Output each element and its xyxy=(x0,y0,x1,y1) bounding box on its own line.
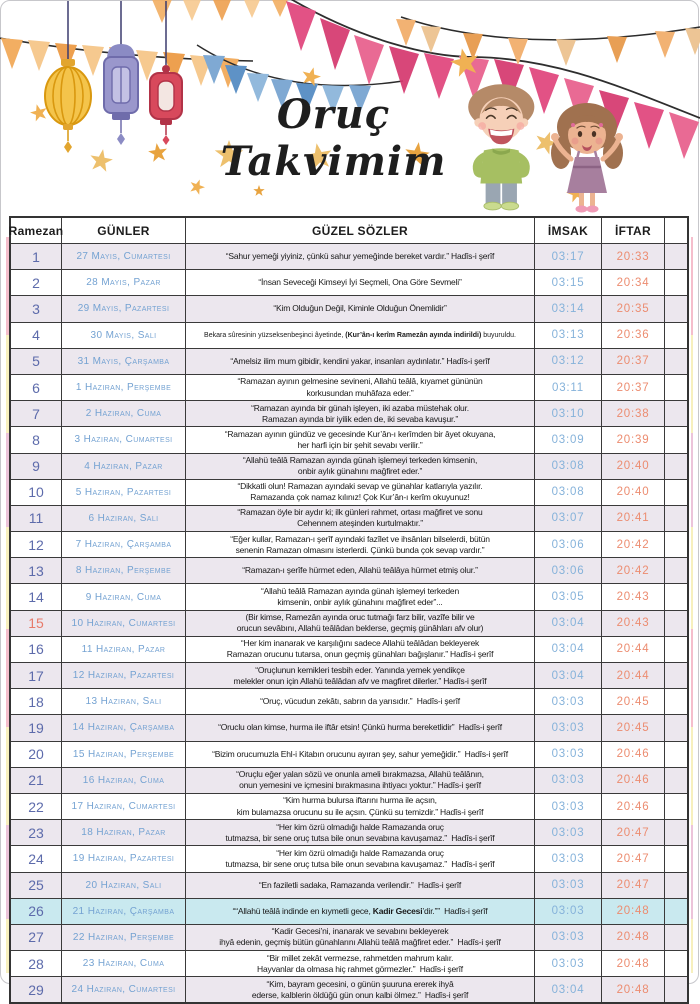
iftar-cell: 20:46 xyxy=(602,742,665,767)
day-number-cell: 28 xyxy=(11,951,62,976)
table-row xyxy=(11,400,687,426)
imsak-cell: 03:13 xyxy=(535,323,602,348)
iftar-cell: 20:41 xyxy=(602,506,665,531)
date-cell: 17 Haziran, Cumartesi xyxy=(62,794,186,819)
date-cell: 3 Haziran, Cumartesi xyxy=(62,427,186,452)
day-number-cell: 27 xyxy=(11,925,62,950)
day-number-cell: 25 xyxy=(11,873,62,898)
extra-cell xyxy=(665,742,687,767)
table-row xyxy=(11,610,687,636)
extra-cell xyxy=(665,349,687,374)
table-row xyxy=(11,531,687,557)
quote-cell: “Bizim orucumuzla Ehl-i Kitabın orucunu ayıran şey, sahur yemeğidir.” Hadîs-i şerîf xyxy=(186,742,535,767)
imsak-cell: 03:14 xyxy=(535,296,602,321)
day-number-cell: 9 xyxy=(11,454,62,479)
date-cell: 30 Mayıs, Salı xyxy=(62,323,186,348)
day-number-cell: 23 xyxy=(11,820,62,845)
iftar-cell: 20:40 xyxy=(602,454,665,479)
extra-cell xyxy=(665,270,687,295)
imsak-cell: 03:03 xyxy=(535,846,602,871)
day-number-cell: 19 xyxy=(11,715,62,740)
iftar-cell: 20:48 xyxy=(602,899,665,924)
imsak-cell: 03:03 xyxy=(535,820,602,845)
iftar-cell: 20:47 xyxy=(602,873,665,898)
extra-cell xyxy=(665,584,687,609)
extra-cell xyxy=(665,401,687,426)
imsak-cell: 03:11 xyxy=(535,375,602,400)
imsak-cell: 03:06 xyxy=(535,558,602,583)
table-row xyxy=(11,426,687,452)
imsak-cell: 03:04 xyxy=(535,977,602,1002)
extra-cell xyxy=(665,637,687,662)
day-number-cell: 22 xyxy=(11,794,62,819)
iftar-cell: 20:38 xyxy=(602,401,665,426)
date-cell: 10 Haziran, Cumartesi xyxy=(62,611,186,636)
header-imsak: İMSAK xyxy=(535,218,602,243)
extra-cell xyxy=(665,296,687,321)
table-row xyxy=(11,505,687,531)
table-row xyxy=(11,662,687,688)
quote-cell: “Ramazan ayının gelmesine sevineni, Allahü teâlâ, kıyamet gününün korkusundan muhâfaza eder.” xyxy=(186,375,535,400)
table-row xyxy=(11,872,687,898)
table-row xyxy=(11,819,687,845)
imsak-cell: 03:08 xyxy=(535,454,602,479)
iftar-cell: 20:47 xyxy=(602,820,665,845)
quote-cell: “Oruçlu eğer yalan sözü ve onunla ameli bırakmazsa, Allahü teâlânın, onun yemesini ve içmesini bırakmasına ihtiyacı yoktur.” Hadîs-i şerîf xyxy=(186,768,535,793)
iftar-cell: 20:37 xyxy=(602,375,665,400)
table-row xyxy=(11,269,687,295)
imsak-cell: 03:07 xyxy=(535,506,602,531)
day-number-cell: 4 xyxy=(11,323,62,348)
date-cell: 28 Mayıs, Pazar xyxy=(62,270,186,295)
quote-cell: “Amelsiz ilim mum gibidir, kendini yakar, insanları aydınlatır.” Hadîs-i şerîf xyxy=(186,349,535,374)
iftar-cell: 20:44 xyxy=(602,637,665,662)
lantern-yellow-icon xyxy=(45,1,91,153)
iftar-cell: 20:37 xyxy=(602,349,665,374)
table-row xyxy=(11,243,687,269)
table-body xyxy=(11,243,687,1002)
day-number-cell: 29 xyxy=(11,977,62,1002)
date-cell: 2 Haziran, Cuma xyxy=(62,401,186,426)
extra-cell xyxy=(665,820,687,845)
table-row xyxy=(11,793,687,819)
imsak-cell: 03:03 xyxy=(535,925,602,950)
extra-cell xyxy=(665,794,687,819)
date-cell: 5 Haziran, Pazartesi xyxy=(62,480,186,505)
day-number-cell: 12 xyxy=(11,532,62,557)
quote-cell: “Oruç, vücudun zekâtı, sabrın da yarısıdır.” Hadîs-i şerîf xyxy=(186,689,535,714)
iftar-cell: 20:43 xyxy=(602,611,665,636)
quote-cell: “Eğer kullar, Ramazan-ı şerîf ayındaki fazîlet ve ihsânları bilselerdi, bütün senenin Ramazan olmasını isterlerdi. Çünkü bunda çok sevap vardır.” xyxy=(186,532,535,557)
date-cell: 8 Haziran, Perşembe xyxy=(62,558,186,583)
day-number-cell: 5 xyxy=(11,349,62,374)
imsak-cell: 03:04 xyxy=(535,663,602,688)
iftar-cell: 20:45 xyxy=(602,689,665,714)
table-row xyxy=(11,714,687,740)
iftar-cell: 20:34 xyxy=(602,270,665,295)
quote-cell: “Ramazan ayında bir günah işleyen, iki azaba müstehak olur. Ramazan ayında bir iyilik eden de, iki sevaba kavuşur.” xyxy=(186,401,535,426)
iftar-cell: 20:46 xyxy=(602,768,665,793)
table-row xyxy=(11,557,687,583)
quote-cell: “Kim, bayram gecesini, o günün şuuruna ererek ihyâ ederse, kalblerin öldüğü gün onun kalbi ölmez.” Hadîs-i şerîf xyxy=(186,977,535,1002)
iftar-cell: 20:36 xyxy=(602,323,665,348)
day-number-cell: 7 xyxy=(11,401,62,426)
extra-cell xyxy=(665,611,687,636)
date-cell: 9 Haziran, Cuma xyxy=(62,584,186,609)
table-row xyxy=(11,950,687,976)
day-number-cell: 10 xyxy=(11,480,62,505)
table-row xyxy=(11,688,687,714)
extra-cell xyxy=(665,323,687,348)
imsak-cell: 03:05 xyxy=(535,584,602,609)
extra-cell xyxy=(665,715,687,740)
imsak-cell: 03:15 xyxy=(535,270,602,295)
quote-cell: Bekara sûresinin yüzseksenbeşinci âyetinde, (Kur’ân-ı kerîm Ramezân ayında indirildi) buyuruldu. xyxy=(186,323,535,348)
imsak-cell: 03:17 xyxy=(535,244,602,269)
day-number-cell: 24 xyxy=(11,846,62,871)
date-cell: 11 Haziran, Pazar xyxy=(62,637,186,662)
date-cell: 24 Haziran, Cumartesi xyxy=(62,977,186,1002)
day-number-cell: 18 xyxy=(11,689,62,714)
imsak-cell: 03:09 xyxy=(535,427,602,452)
table-row xyxy=(11,295,687,321)
iftar-cell: 20:35 xyxy=(602,296,665,321)
extra-cell xyxy=(665,506,687,531)
date-cell: 13 Haziran, Salı xyxy=(62,689,186,714)
table-row xyxy=(11,322,687,348)
quote-cell: “En faziletli sadaka, Ramazanda verilendir.” Hadîs-i şerîf xyxy=(186,873,535,898)
quote-cell: “Her kim özrü olmadığı halde Ramazanda oruç tutmazsa, bir sene oruç tutsa bile onun sevabına kavuşamaz.” Hadîs-i şerîf xyxy=(186,820,535,845)
fasting-calendar-table xyxy=(9,216,689,1004)
table-row xyxy=(11,636,687,662)
iftar-cell: 20:48 xyxy=(602,951,665,976)
day-number-cell: 16 xyxy=(11,637,62,662)
quote-cell: “Her kim özrü olmadığı halde Ramazanda oruç tutmazsa, bir sene oruç tutsa bile onun sevabına kavuşamaz.” Hadîs-i şerîf xyxy=(186,846,535,871)
extra-cell xyxy=(665,689,687,714)
day-number-cell: 1 xyxy=(11,244,62,269)
table-row xyxy=(11,898,687,924)
quote-cell: “Ramazan ayının gündüz ve gecesinde Kur’ân-ı kerîmden bir âyet okuyana, her harfi için bir şehit sevabı verilir.” xyxy=(186,427,535,452)
date-cell: 27 Mayıs, Cumartesi xyxy=(62,244,186,269)
day-number-cell: 20 xyxy=(11,742,62,767)
day-number-cell: 3 xyxy=(11,296,62,321)
header-gunler: GÜNLER xyxy=(62,218,186,243)
table-row xyxy=(11,741,687,767)
table-row xyxy=(11,348,687,374)
quote-cell: ““Allahü teâlâ indinde en kıymetli gece, Kadir Gecesi’dir.”” Hadîs-i şerîf xyxy=(186,899,535,924)
day-number-cell: 13 xyxy=(11,558,62,583)
extra-cell xyxy=(665,925,687,950)
imsak-cell: 03:04 xyxy=(535,637,602,662)
pennant-garland-orange-top xyxy=(151,0,291,23)
iftar-cell: 20:39 xyxy=(602,427,665,452)
imsak-cell: 03:12 xyxy=(535,349,602,374)
day-number-cell: 8 xyxy=(11,427,62,452)
header-extra xyxy=(665,218,687,243)
date-cell: 6 Haziran, Salı xyxy=(62,506,186,531)
extra-cell xyxy=(665,846,687,871)
quote-cell: “Ramazan öyle bir aydır ki; ilk günleri rahmet, ortası mağfiret ve sonu Cehennem ateşinden kurtulmaktır.” xyxy=(186,506,535,531)
imsak-cell: 03:03 xyxy=(535,768,602,793)
date-cell: 19 Haziran, Pazartesi xyxy=(62,846,186,871)
imsak-cell: 03:03 xyxy=(535,899,602,924)
iftar-cell: 20:47 xyxy=(602,846,665,871)
table-row xyxy=(11,845,687,871)
iftar-cell: 20:45 xyxy=(602,715,665,740)
extra-cell xyxy=(665,899,687,924)
imsak-cell: 03:06 xyxy=(535,532,602,557)
date-cell: 1 Haziran, Perşembe xyxy=(62,375,186,400)
quote-cell: “Allahü teâlâ Ramazan ayında günah işlemeyi terkeden kimsenin, onbir aylık günahını mağfiret eder”... xyxy=(186,584,535,609)
day-number-cell: 26 xyxy=(11,899,62,924)
quote-cell: “Oruclu olan kimse, hurma ile iftâr etsin! Çünkü hurma bereketlidir” Hadîs-i şerîf xyxy=(186,715,535,740)
extra-cell xyxy=(665,427,687,452)
day-number-cell: 2 xyxy=(11,270,62,295)
day-number-cell: 17 xyxy=(11,663,62,688)
page-title: Oruç Takvimim xyxy=(220,91,447,185)
day-number-cell: 6 xyxy=(11,375,62,400)
extra-cell xyxy=(665,768,687,793)
quote-cell: “Her kim inanarak ve karşılığını sadece Allahü teâlâdan bekleyerek Ramazan orucunu tutarsa, onun geçmiş günahları bağışlanır.” Hadîs-i şerîf xyxy=(186,637,535,662)
extra-cell xyxy=(665,977,687,1002)
watercolor-edge-right xyxy=(691,237,694,973)
table-row xyxy=(11,976,687,1002)
extra-cell xyxy=(665,375,687,400)
table-row xyxy=(11,374,687,400)
iftar-cell: 20:40 xyxy=(602,480,665,505)
iftar-cell: 20:42 xyxy=(602,558,665,583)
table-row xyxy=(11,924,687,950)
date-cell: 22 Haziran, Perşembe xyxy=(62,925,186,950)
lantern-purple-icon xyxy=(104,1,138,145)
quote-cell: “Bir millet zekât vermezse, rahmetden mahrum kalır. Hayvanlar da olmasa hiç rahmet görmezler.” Hadîs-i şerîf xyxy=(186,951,535,976)
quote-cell: “Kim hurma bulursa iftarını hurma ile açsın, kim bulamazsa orucunu su ile açsın. Çünkü su temizdir.” Hadîs-i şerîf xyxy=(186,794,535,819)
quote-cell: “Ramazan-ı şerîfe hürmet eden, Allahü teâlâya hürmet etmiş olur.” xyxy=(186,558,535,583)
quote-cell: “İnsan Seveceği Kimseyi İyi Seçmeli, Ona Göre Sevmeli” xyxy=(186,270,535,295)
date-cell: 18 Haziran, Pazar xyxy=(62,820,186,845)
imsak-cell: 03:03 xyxy=(535,794,602,819)
iftar-cell: 20:44 xyxy=(602,663,665,688)
date-cell: 20 Haziran, Salı xyxy=(62,873,186,898)
quote-cell: “Oruçlunun kemikleri tesbih eder. Yanında yemek yendikçe melekler onun için Allahü teâlâdan afv ve magfiret dilerler.” Hadîs-i şerîf xyxy=(186,663,535,688)
iftar-cell: 20:46 xyxy=(602,794,665,819)
imsak-cell: 03:03 xyxy=(535,951,602,976)
imsak-cell: 03:04 xyxy=(535,611,602,636)
quote-cell: “Sahur yemeği yiyiniz, çünkü sahur yemeğinde bereket vardır.” Hadîs-i şerîf xyxy=(186,244,535,269)
header-ramezan: Ramezan xyxy=(11,218,62,243)
imsak-cell: 03:03 xyxy=(535,742,602,767)
date-cell: 14 Haziran, Çarşamba xyxy=(62,715,186,740)
extra-cell xyxy=(665,244,687,269)
extra-cell xyxy=(665,873,687,898)
table-header-row xyxy=(8,218,687,243)
imsak-cell: 03:03 xyxy=(535,689,602,714)
date-cell: 29 Mayıs, Pazartesi xyxy=(62,296,186,321)
day-number-cell: 15 xyxy=(11,611,62,636)
quote-cell: “Kim Olduğun Değil, Kiminle Olduğun Önemlidir” xyxy=(186,296,535,321)
date-cell: 15 Haziran, Perşembe xyxy=(62,742,186,767)
extra-cell xyxy=(665,558,687,583)
imsak-cell: 03:03 xyxy=(535,873,602,898)
extra-cell xyxy=(665,663,687,688)
iftar-cell: 20:42 xyxy=(602,532,665,557)
day-number-cell: 11 xyxy=(11,506,62,531)
date-cell: 16 Haziran, Cuma xyxy=(62,768,186,793)
date-cell: 31 Mayıs, Çarşamba xyxy=(62,349,186,374)
iftar-cell: 20:48 xyxy=(602,977,665,1002)
quote-cell: “Allahü teâlâ Ramazan ayında günah işlemeyi terkeden kimsenin, onbir aylık günahını mağfiret eder.” xyxy=(186,454,535,479)
imsak-cell: 03:03 xyxy=(535,715,602,740)
iftar-cell: 20:48 xyxy=(602,925,665,950)
iftar-cell: 20:43 xyxy=(602,584,665,609)
extra-cell xyxy=(665,480,687,505)
date-cell: 12 Haziran, Pazartesi xyxy=(62,663,186,688)
girl-illustration xyxy=(551,103,623,213)
quote-cell: “Dikkatli olun! Ramazan ayındaki sevap ve günahlar katlarıyla yazılır. Ramazanda çok namaz kılınız! Çok Kur’ân-ı kerîm okuyunuz! xyxy=(186,480,535,505)
header-guzel-sozler: GÜZEL SÖZLER xyxy=(186,218,535,243)
date-cell: 7 Haziran, Çarşamba xyxy=(62,532,186,557)
table-row xyxy=(11,767,687,793)
quote-cell: (Bir kimse, Ramezân ayında oruc tutmağı farz bilir, vazîfe bilir ve orucun sevâbını, Allahü teâlâdan beklerse, geçmiş günâhları afv olur) xyxy=(186,611,535,636)
day-number-cell: 21 xyxy=(11,768,62,793)
table-row xyxy=(11,583,687,609)
iftar-cell: 20:33 xyxy=(602,244,665,269)
header-iftar: İFTAR xyxy=(602,218,665,243)
day-number-cell: 14 xyxy=(11,584,62,609)
extra-cell xyxy=(665,951,687,976)
extra-cell xyxy=(665,532,687,557)
table-row xyxy=(11,453,687,479)
date-cell: 4 Haziran, Pazar xyxy=(62,454,186,479)
table-row xyxy=(11,479,687,505)
quote-cell: “Kadir Gecesi’ni, inanarak ve sevabını bekleyerek ihyâ edenin, geçmiş bütün günahlarını Allahü teâlâ mağfiret eder.” Hadîs-i şerîf xyxy=(186,925,535,950)
imsak-cell: 03:10 xyxy=(535,401,602,426)
imsak-cell: 03:08 xyxy=(535,480,602,505)
date-cell: 21 Haziran, Çarşamba xyxy=(62,899,186,924)
date-cell: 23 Haziran, Cuma xyxy=(62,951,186,976)
extra-cell xyxy=(665,454,687,479)
